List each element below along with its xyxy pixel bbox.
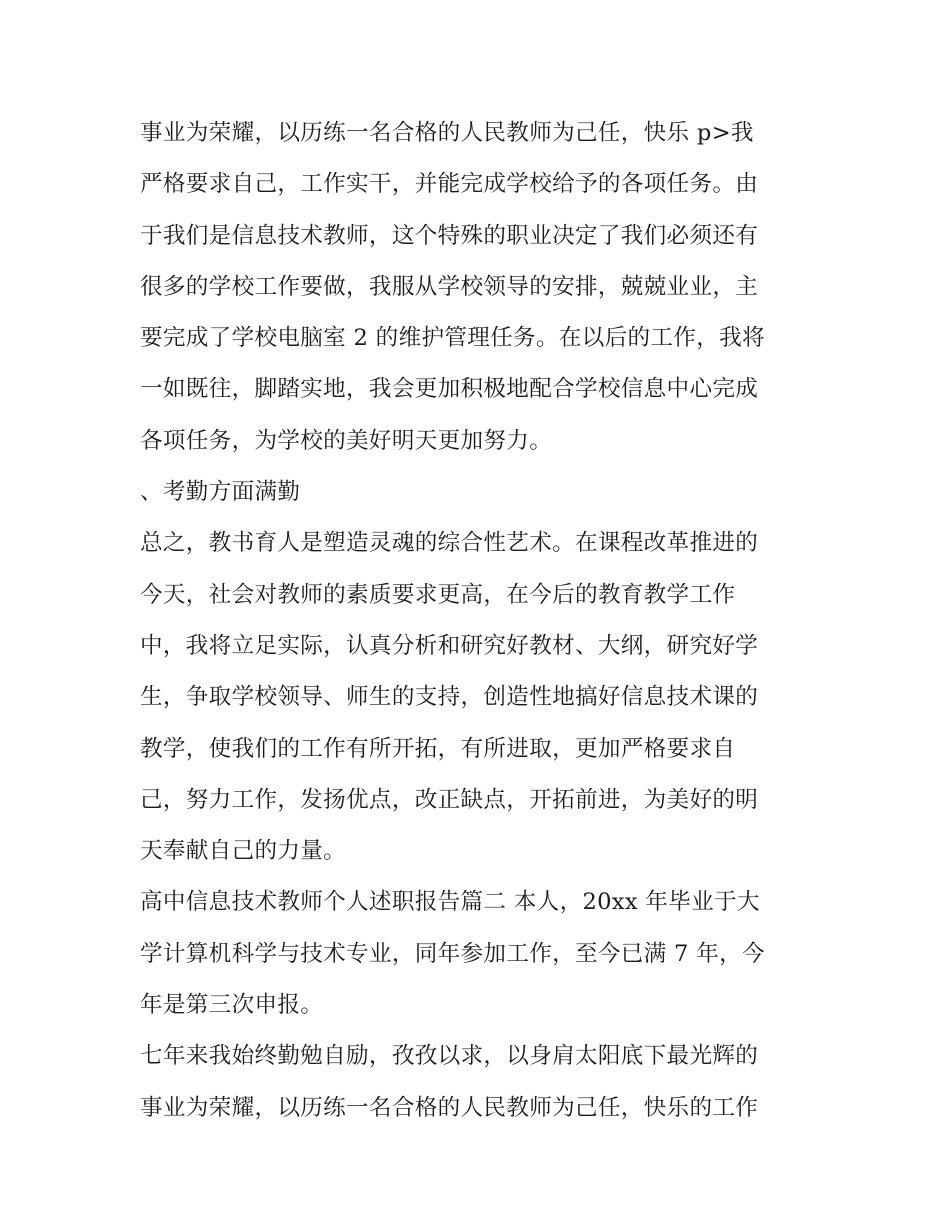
text-line: 中，我将立足实际，认真分析和研究好教材、大纲，研究好学 <box>140 632 759 659</box>
text-line: 于我们是信息技术教师，这个特殊的职业决定了我们必须还有 <box>140 222 759 249</box>
text-line: 生，争取学校领导、师生的支持，创造性地搞好信息技术课的 <box>140 684 759 711</box>
text-line: 事业为荣耀，以历练一名合格的人民教师为己任，快乐 p>我 <box>140 120 754 146</box>
text-line: 天奉献自己的力量。 <box>140 838 347 865</box>
text-line: 事业为荣耀，以历练一名合格的人民教师为己任，快乐的工作 <box>140 1094 759 1121</box>
text-line: 要完成了学校电脑室 2 的维护管理任务。在以后的工作，我将 <box>140 325 765 352</box>
text-line: 一如既往，脚踏实地，我会更加积极地配合学校信息中心完成 <box>140 376 759 403</box>
text-line: 高中信息技术教师个人述职报告篇二 本人，20xx 年毕业于大 <box>140 889 760 916</box>
text-line: 今天，社会对教师的素质要求更高，在今后的教育教学工作 <box>140 581 736 608</box>
text-line: 己，努力工作，发扬优点，改正缺点，开拓前进，为美好的明 <box>140 786 759 813</box>
document-body <box>140 108 812 1134</box>
text-line: 年是第三次申报。 <box>140 992 324 1019</box>
text-line: 学计算机科学与技术专业，同年参加工作，至今已满 7 年，今 <box>140 940 765 967</box>
text-line: 总之，教书育人是塑造灵魂的综合性艺术。在课程改革推进的 <box>140 530 759 557</box>
text-line: 很多的学校工作要做，我服从学校领导的安排，兢兢业业，主 <box>140 273 759 300</box>
text-line: 严格要求自己，工作实干，并能完成学校给予的各项任务。由 <box>140 171 759 198</box>
text-line: 七年来我始终勤勉自励，孜孜以求，以身肩太阳底下最光辉的 <box>140 1043 759 1070</box>
text-line: 教学，使我们的工作有所开拓，有所进取，更加严格要求自 <box>140 735 736 762</box>
section-heading: 、考勤方面满勤 <box>140 479 301 506</box>
text-line: 各项任务，为学校的美好明天更加努力。 <box>140 427 553 454</box>
